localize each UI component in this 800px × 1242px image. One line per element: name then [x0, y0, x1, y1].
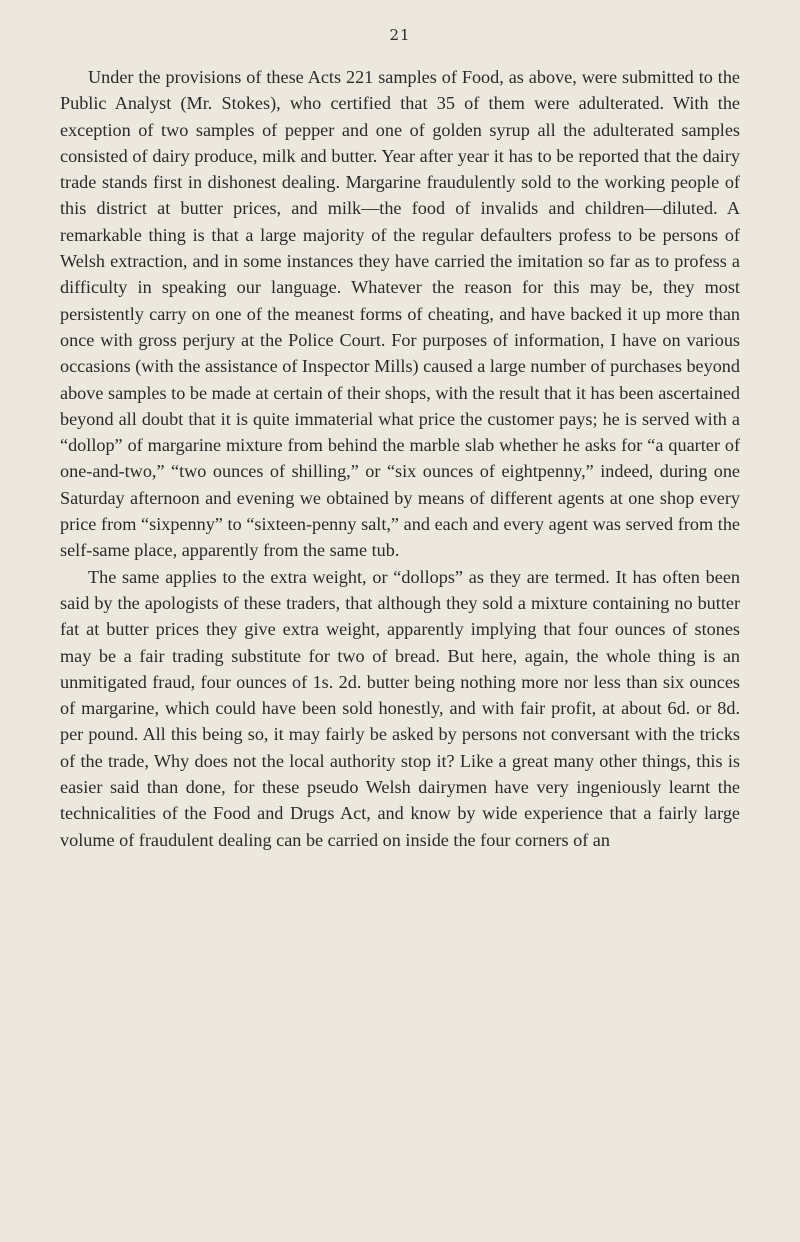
page-number: 21	[389, 26, 411, 44]
paragraph-2: The same applies to the extra weight, or “dollops” as they are termed. It has often been said by the apologists of these traders, that although they sold a mixture containing no butter fat at butter prices they give extra weight, apparently implying that four ounces of stones may be a fair trading substitute for two of bread. But here, again, the whole thing is an unmitigated fraud, four ounces of 1s. 2d. butter being nothing more nor less than six ounces of margarine, which could have been sold honestly, and with fair profit, at about 6d. or 8d. per pound. All this being so, it may fairly be asked by persons not conversant with the tricks of the trade, Why does not the local authority stop it? Like a great many other things, this is easier said than done, for these pseudo Welsh dairymen have very ingeniously learnt the technicalities of the Food and Drugs Act, and know by wide experience that a fairly large volume of fraudulent dealing can be carried on inside the four corners of an	[60, 566, 740, 850]
paragraph-1: Under the provisions of these Acts 221 samples of Food, as above, were submitted to the Public Analyst (Mr. Stokes), who certified that 35 of them were adulterated. With the exception of two samples of pepper and one of golden syrup all the adulterated samples consisted of dairy produce, milk and butter. Year after year it has to be reported that the dairy trade stands first in dishonest dealing. Margarine fraudulently sold to the working people of this district at butter prices, and milk—the food of invalids and children—diluted. A remarkable thing is that a large majority of the regular defaulters profess to be persons of Welsh extraction, and in some instances they have carried the imitation so far as to profess a difficulty in speaking our language. Whatever the reason for this may be, they most persistently carry on one of the meanest forms of cheating, and have backed it up more than once with gross perjury at the Police Court. For purposes of information, I have on various occasions (with the assistance of Inspector Mills) caused a large number of purchases beyond above samples to be made at certain of their shops, with the result that it has been ascertained beyond all doubt that it is quite immaterial what price the customer pays; he is served with a “dollop” of margarine mixture from behind the marble slab whether he asks for “a quarter of one-and-two,” “two ounces of shilling,” or “six ounces of eightpenny,” indeed, during one Saturday afternoon and evening we obtained by means of different agents at one shop every price from “sixpenny” to “sixteen-penny salt,” and each and every agent was served from the self-same place, apparently from the same tub.	[60, 67, 740, 561]
body-text	[60, 64, 740, 853]
